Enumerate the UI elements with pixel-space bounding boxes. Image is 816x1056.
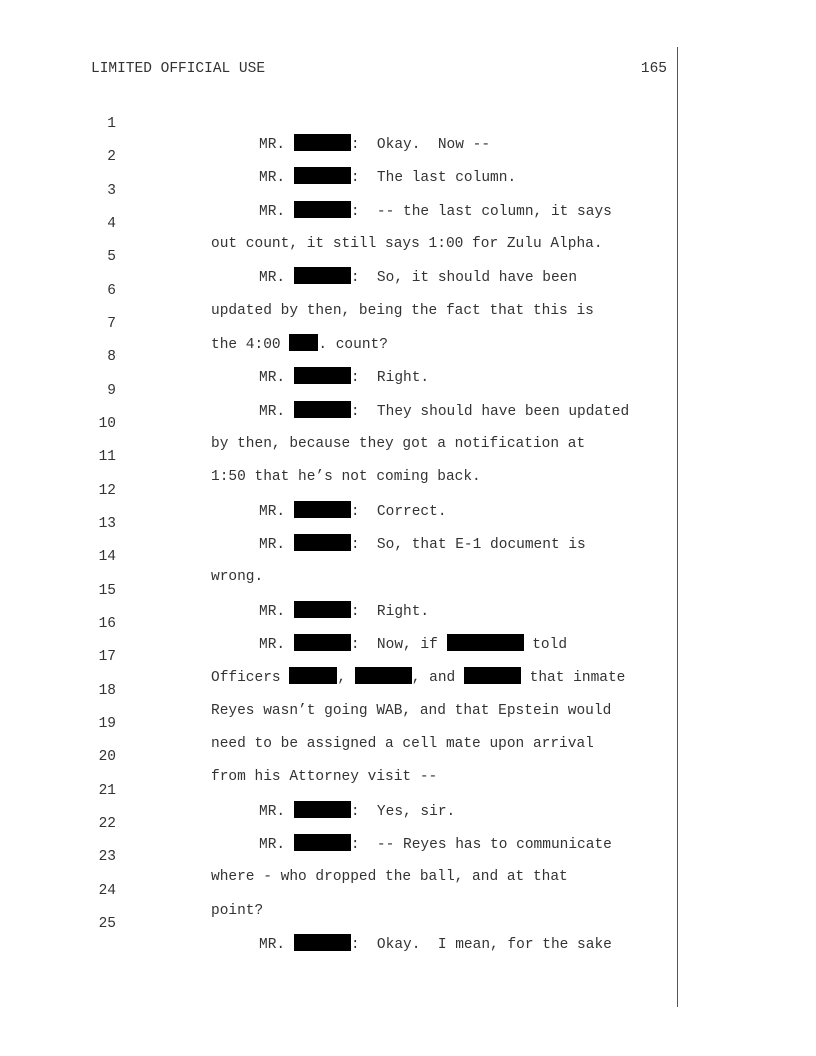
line-text: MR. : So, that E-1 document is — [259, 534, 586, 555]
transcript-line — [0, 294, 388, 353]
redaction-box — [464, 667, 521, 684]
redaction-box — [294, 401, 351, 418]
line-text: MR. : So, it should have been — [259, 267, 577, 288]
redaction-box — [294, 267, 351, 284]
line-number: 4 — [107, 216, 116, 232]
redaction-box — [294, 501, 351, 518]
redaction-box — [294, 601, 351, 618]
line-text: MR. : Okay. Now -- — [259, 134, 490, 155]
line-number: 14 — [98, 549, 116, 565]
classification-header: LIMITED OFFICIAL USE — [91, 61, 266, 77]
line-number: 5 — [107, 249, 116, 265]
line-text: where - who dropped the ball, and at that — [211, 869, 568, 885]
redaction-box — [289, 334, 318, 351]
redaction-box — [447, 634, 524, 651]
redaction-box — [294, 167, 351, 184]
line-number: 21 — [98, 783, 116, 799]
redaction-box — [294, 634, 351, 651]
redaction-box — [294, 801, 351, 818]
line-number: 19 — [98, 716, 116, 732]
line-number: 1 — [107, 116, 116, 132]
line-number: 12 — [98, 483, 116, 499]
line-text: MR. : Right. — [259, 367, 429, 388]
line-text: 1:50 that he’s not coming back. — [211, 469, 481, 485]
line-number: 18 — [98, 683, 116, 699]
line-text: out count, it still says 1:00 for Zulu Alpha. — [211, 236, 603, 252]
line-text: MR. : They should have been updated — [259, 401, 629, 422]
line-number: 8 — [107, 349, 116, 365]
transcript-line — [0, 527, 264, 585]
redaction-box — [355, 667, 412, 684]
line-number: 2 — [107, 149, 116, 165]
line-number: 24 — [98, 883, 116, 899]
line-number: 10 — [98, 416, 116, 432]
line-text: MR. : -- the last column, it says — [259, 201, 612, 222]
redaction-box — [294, 934, 351, 951]
line-number: 17 — [98, 649, 116, 665]
line-number: 16 — [98, 616, 116, 632]
transcript-line — [0, 161, 612, 220]
redaction-box — [294, 834, 351, 851]
line-text: MR. : Right. — [259, 601, 429, 622]
line-text: by then, because they got a notification at — [211, 436, 586, 452]
redaction-box — [294, 201, 351, 218]
line-text: updated by then, being the fact that this is — [211, 303, 594, 319]
line-number: 25 — [98, 916, 116, 932]
line-number: 20 — [98, 749, 116, 765]
line-text: MR. : Correct. — [259, 501, 447, 522]
redaction-box — [289, 667, 337, 684]
line-number: 11 — [98, 449, 116, 465]
line-number: 6 — [107, 283, 116, 299]
right-margin-rule — [677, 47, 678, 1007]
line-text: MR. : Yes, sir. — [259, 801, 455, 822]
line-number: 22 — [98, 816, 116, 832]
redaction-box — [294, 134, 351, 151]
line-number: 7 — [107, 316, 116, 332]
line-number: 9 — [107, 383, 116, 399]
line-text: the 4:00 . count? — [211, 334, 388, 355]
line-number: 3 — [107, 183, 116, 199]
line-text: MR. : -- Reyes has to communicate — [259, 834, 612, 855]
line-text: from his Attorney visit -- — [211, 769, 438, 785]
transcript-line — [0, 94, 491, 153]
line-text: point? — [211, 903, 264, 919]
line-number: 15 — [98, 583, 116, 599]
line-text: MR. : Okay. I mean, for the sake — [259, 934, 612, 955]
line-text: Reyes wasn’t going WAB, and that Epstein would — [211, 703, 612, 719]
transcript-line — [0, 861, 264, 919]
line-number: 13 — [98, 516, 116, 532]
line-number: 23 — [98, 849, 116, 865]
line-text: need to be assigned a cell mate upon arrival — [211, 736, 594, 752]
line-text: MR. : Now, if told — [259, 634, 567, 655]
line-text: wrong. — [211, 569, 264, 585]
redaction-box — [294, 534, 351, 551]
redaction-box — [294, 367, 351, 384]
page-number: 165 — [640, 61, 667, 77]
line-text: MR. : The last column. — [259, 167, 516, 188]
line-text: Officers , , and that inmate — [211, 667, 625, 688]
